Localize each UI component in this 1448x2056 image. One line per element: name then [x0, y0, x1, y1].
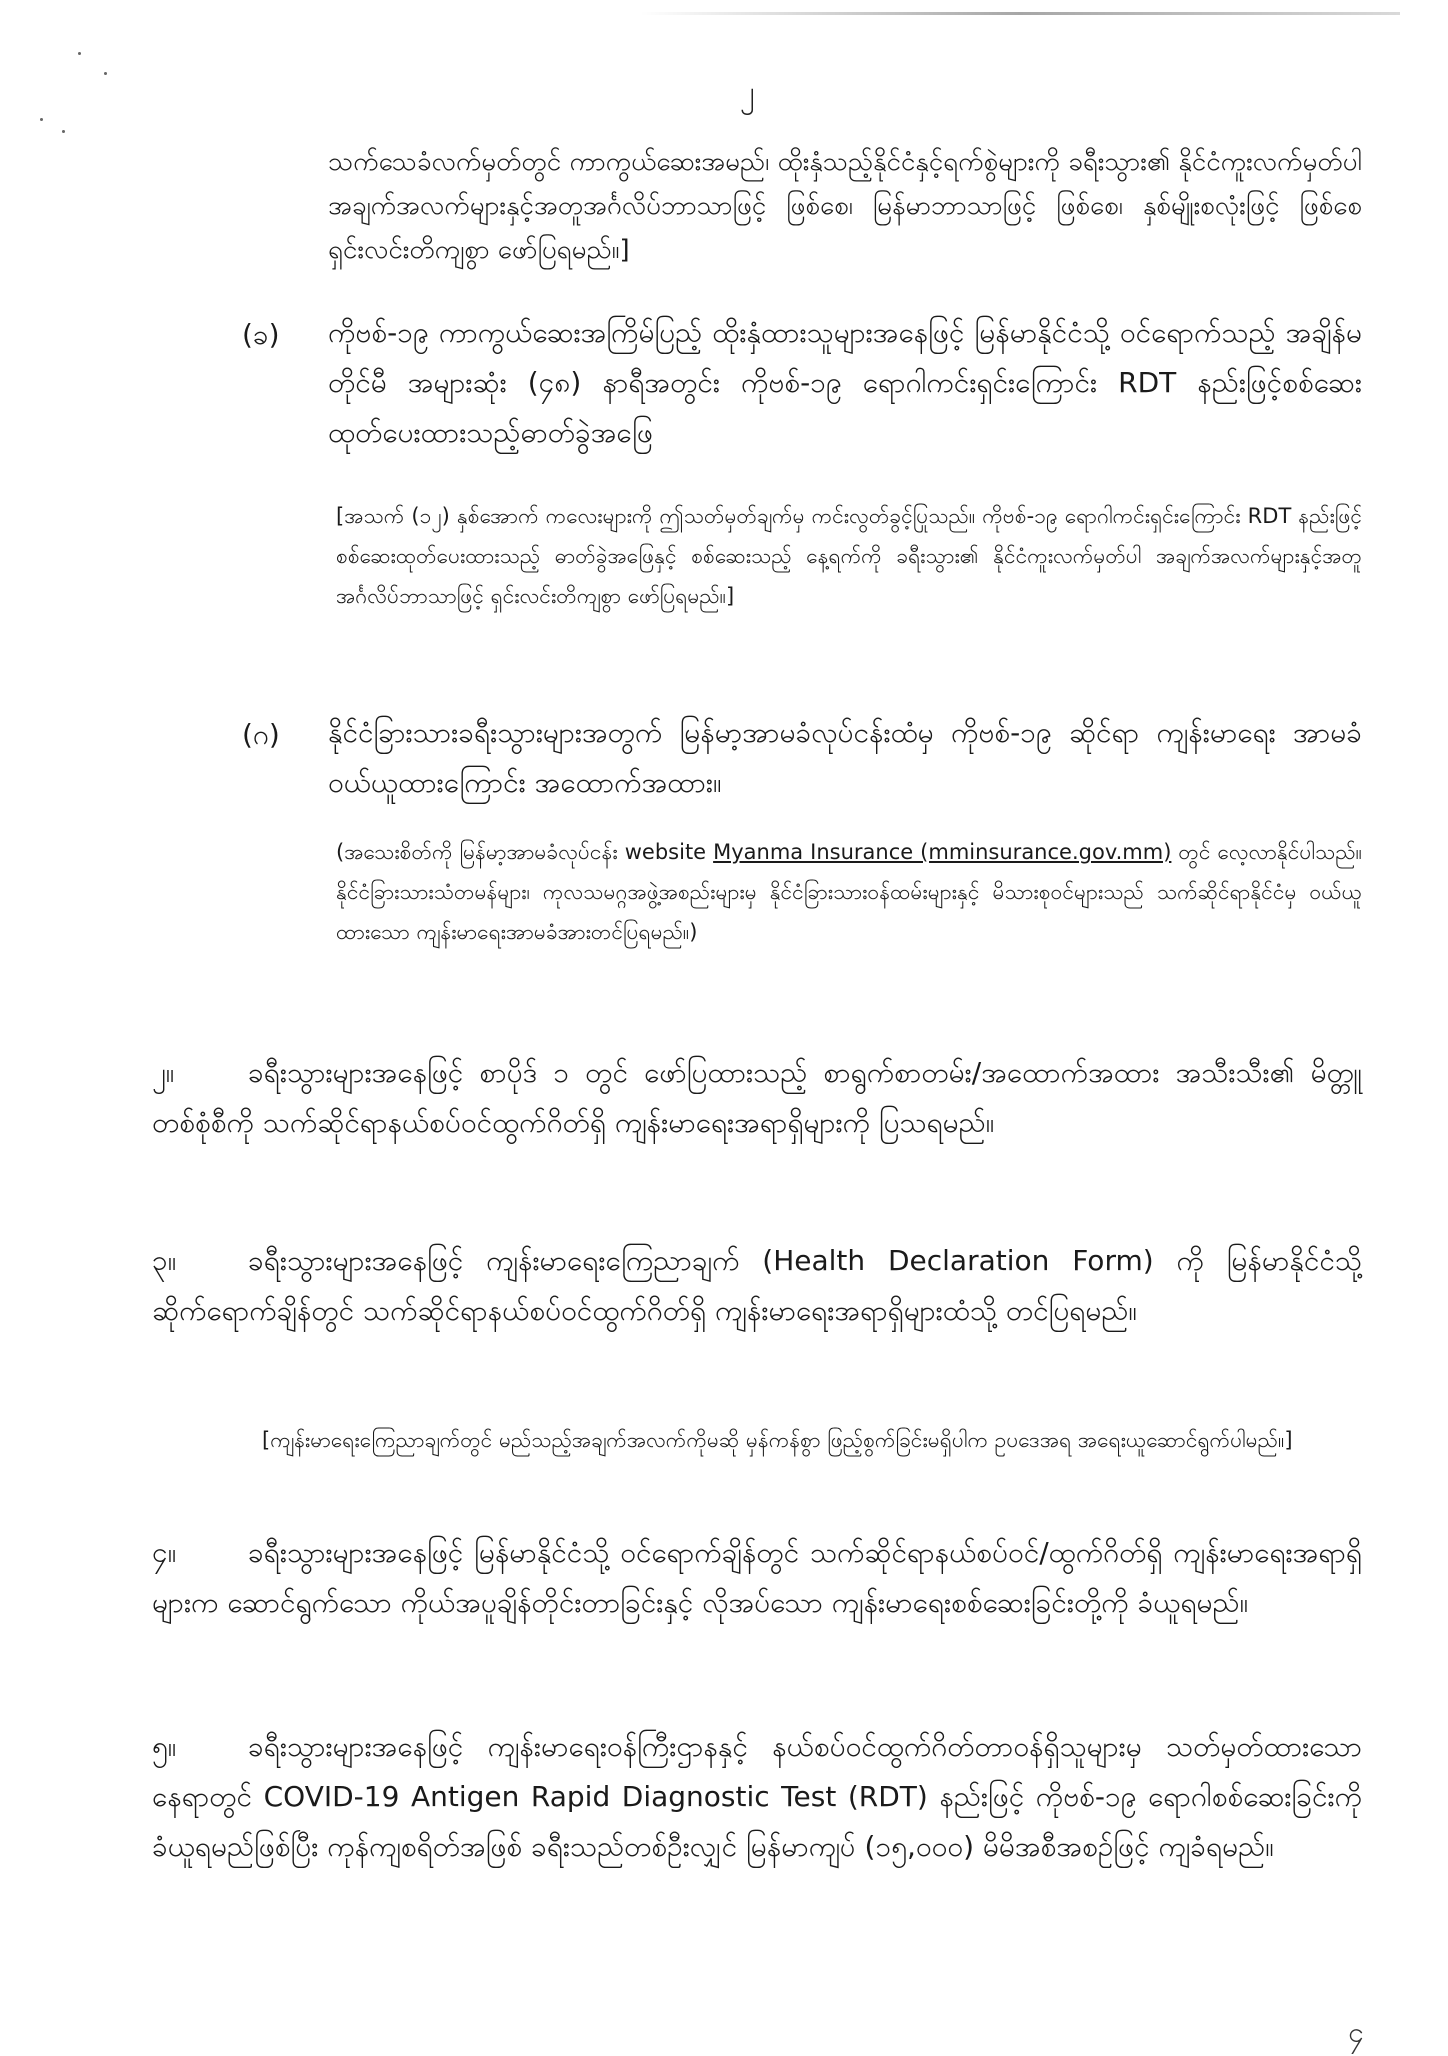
- item-ga-note-prefix: (အသေးစိတ်ကို မြန်မာ့အာမခံလုပ်ငန်း website: [336, 840, 707, 864]
- item-kha-note: [336, 496, 1362, 616]
- item-ga-note-text: [336, 832, 1362, 952]
- continued-paragraph-text: သက်သေခံလက်မှတ်တွင် ကာကွယ်ဆေးအမည်၊ ထိုးနှံသည့်နိုင်ငံနှင့်ရက်စွဲများကို ခရီးသွား၏ နိုင်ငံကူးလက်မှတ်ပါ အချက်အလက်များနှင့်အတူအင်္ဂလိပ်ဘာသာဖြင့် ဖြစ်စေ၊ မြန်မာဘာသာဖြင့် ဖြစ်စေ၊ နှစ်မျိုးစလုံးဖြင့် ဖြစ်စေ ရှင်းလင်းတိကျစွာ ဖော်ပြရမည်။]: [328, 147, 1362, 265]
- scan-speck: [62, 130, 65, 133]
- item-kha-note-text: [အသက် (၁၂) နှစ်အောက် ကလေးများကို ဤသတ်မှတ်ချက်မှ ကင်းလွတ်ခွင့်ပြုသည်။ ကိုဗစ်-၁၉ ရောဂါကင်းရှင်းကြောင်း RDT နည်းဖြင့် စစ်ဆေးထုတ်ပေးထားသည့် ဓာတ်ခွဲအဖြေနှင့် စစ်ဆေးသည့် နေ့ရက်ကို ခရီးသွား၏ နိုင်ငံကူးလက်မှတ်ပါ အချက်အလက်များနှင့်အတူ အင်္ဂလိပ်ဘာသာဖြင့် ရှင်းလင်းတိကျစွာ ဖော်ပြရမည်။]: [336, 504, 1362, 608]
- item-ga-label: (ဂ): [242, 718, 280, 751]
- paragraph-3-note: [152, 1420, 1362, 1460]
- item-ga-note: [336, 832, 1362, 952]
- paragraph-3: [152, 1236, 1362, 1336]
- paragraph-3-body: ခရီးသွားများအနေဖြင့် ကျန်းမာရေးကြေညာချက် (Health Declaration Form) ကို မြန်မာနိုင်ငံသို့ ဆိုက်ရောက်ချိန်တွင် သက်ဆိုင်ရာနယ်စပ်ဝင်ထွက်ဂိတ်ရှိ ကျန်းမာရေးအရာရှိများထံသို့ တင်ပြရမည်။: [152, 1244, 1362, 1327]
- paragraph-4-number: ၄။: [152, 1536, 177, 1569]
- insurance-website-link[interactable]: Myanma Insurance (mminsurance.gov.mm): [713, 840, 1172, 864]
- item-kha: [328, 308, 1362, 458]
- paragraph-3-text: [152, 1236, 1362, 1336]
- paragraph-5: [152, 1722, 1362, 1872]
- item-kha-text: ကိုဗစ်-၁၉ ကာကွယ်ဆေးအကြိမ်ပြည့် ထိုးနှံထားသူများအနေဖြင့် မြန်မာနိုင်ငံသို့ ဝင်ရောက်သည့် အချိန်မတိုင်မီ အများဆုံး (၄၈) နာရီအတွင်း ကိုဗစ်-၁၉ ရောဂါကင်းရှင်းကြောင်း RDT နည်းဖြင့်စစ်ဆေးထုတ်ပေးထားသည့်ဓာတ်ခွဲအဖြေ: [328, 316, 1362, 449]
- scan-speck: [40, 118, 43, 121]
- paragraph-2-text: [152, 1048, 1362, 1148]
- paragraph-4-body: ခရီးသွားများအနေဖြင့် မြန်မာနိုင်ငံသို့ ဝင်ရောက်ချိန်တွင် သက်ဆိုင်ရာနယ်စပ်ဝင်/ထွက်ဂိတ်ရှိ ကျန်းမာရေးအရာရှိများက ဆောင်ရွက်သော ကိုယ်အပူချိန်တိုင်းတာခြင်းနှင့် လိုအပ်သော ကျန်းမာရေးစစ်ဆေးခြင်းတို့ကို ခံယူရမည်။: [152, 1536, 1362, 1619]
- page-number: ၂: [740, 75, 755, 110]
- item-kha-label: (ခ): [242, 318, 280, 351]
- paragraph-2-number: ၂။: [152, 1056, 175, 1089]
- paragraph-4-text: [152, 1528, 1362, 1628]
- corner-page-mark: ၄: [1348, 2016, 1364, 2049]
- continued-paragraph: [328, 140, 1362, 272]
- item-ga: [328, 708, 1362, 808]
- scan-speck: [78, 52, 81, 55]
- paragraph-3-note-text: [ကျန်းမာရေးကြေညာချက်တွင် မည်သည့်အချက်အလက်ကိုမဆို မှန်ကန်စွာ ဖြည့်စွက်ခြင်းမရှိပါက ဥပဒေအရ အရေးယူဆောင်ရွက်ပါမည်။]: [262, 1428, 1293, 1452]
- paragraph-3-number: ၃။: [152, 1244, 177, 1277]
- item-ga-text: နိုင်ငံခြားသားခရီးသွားများအတွက် မြန်မာ့အာမခံလုပ်ငန်းထံမှ ကိုဗစ်-၁၉ ဆိုင်ရာ ကျန်းမာရေး အာမခံဝယ်ယူထားကြောင်း အထောက်အထား။: [328, 716, 1362, 799]
- paragraph-5-number: ၅။: [152, 1730, 177, 1763]
- paragraph-2: [152, 1048, 1362, 1148]
- paragraph-4: [152, 1528, 1362, 1628]
- item-ga-note-suffix: တွင် လေ့လာနိုင်ပါသည်။ နိုင်ငံခြားသားသံတမန်များ၊ ကုလသမဂ္ဂအဖွဲ့အစည်းများမှ နိုင်ငံခြားသားဝန်ထမ်းများနှင့် မိသားစုဝင်များသည် သက်ဆိုင်ရာနိုင်ငံမှ ဝယ်ယူထားသော ကျန်းမာရေးအာမခံအားတင်ပြရမည်။): [336, 840, 1362, 944]
- paragraph-5-text: [152, 1722, 1362, 1872]
- paragraph-5-body: ခရီးသွားများအနေဖြင့် ကျန်းမာရေးဝန်ကြီးဌာနနှင့် နယ်စပ်ဝင်ထွက်ဂိတ်တာဝန်ရှိသူများမှ သတ်မှတ်ထားသောနေရာတွင် COVID-19 Antigen Rapid Diagnostic Test (RDT) နည်းဖြင့် ကိုဗစ်-၁၉ ရောဂါစစ်ဆေးခြင်းကို ခံယူရမည်ဖြစ်ပြီး ကုန်ကျစရိတ်အဖြစ် ခရီးသည်တစ်ဦးလျှင် မြန်မာကျပ် (၁၅,၀၀၀) မိမိအစီအစဉ်ဖြင့် ကျခံရမည်။: [152, 1730, 1362, 1863]
- scan-edge-line: [640, 12, 1400, 15]
- paragraph-2-body: ခရီးသွားများအနေဖြင့် စာပိုဒ် ၁ တွင် ဖော်ပြထားသည့် စာရွက်စာတမ်း/အထောက်အထား အသီးသီး၏ မိတ္တူတစ်စုံစီကို သက်ဆိုင်ရာနယ်စပ်ဝင်ထွက်ဂိတ်ရှိ ကျန်းမာရေးအရာရှိများကို ပြသရမည်။: [152, 1056, 1362, 1139]
- scan-speck: [104, 72, 107, 75]
